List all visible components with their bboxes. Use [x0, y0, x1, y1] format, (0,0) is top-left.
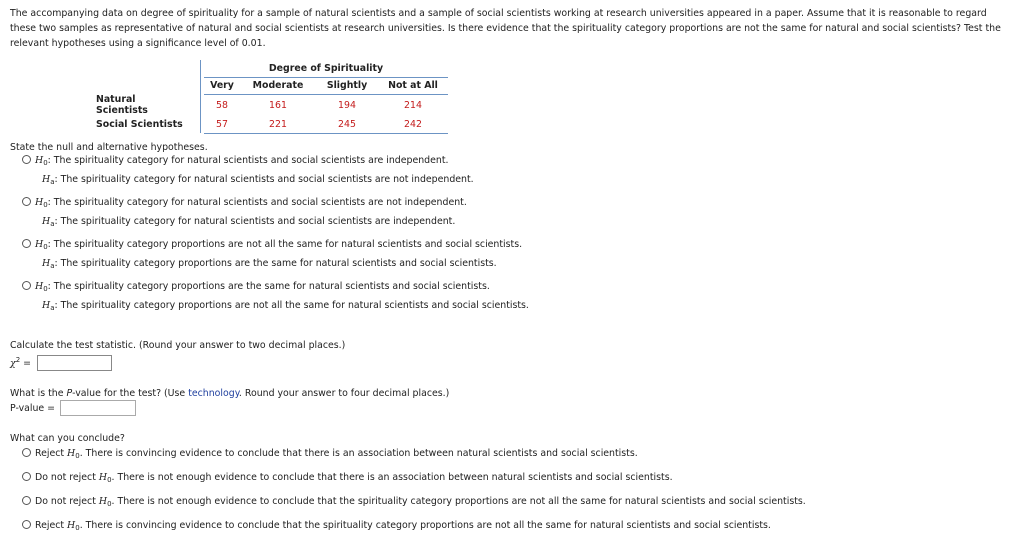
radio-button[interactable]: [22, 472, 31, 481]
alt-hypothesis-1: $H_a$: The spirituality category for natural scientists and social scientists are not independent.: [42, 174, 474, 186]
data-table: [92, 60, 448, 134]
column-header: Slightly: [316, 77, 378, 94]
table-row: [92, 94, 448, 116]
hypothesis-option-1[interactable]: $H_0$: The spirituality category for natural scientists and social scientists are independent.: [22, 154, 448, 170]
radio-button[interactable]: [22, 448, 31, 457]
table-cell: 161: [269, 99, 287, 111]
alt-hypothesis-3: $H_a$: The spirituality category proportions are the same for natural scientists and social scientists.: [42, 258, 497, 270]
table-cell: 214: [404, 99, 422, 111]
conclusion-option-1[interactable]: Reject $H_0$. There is convincing evidence to conclude that there is an association between natural scientists and social scientists.: [22, 447, 638, 463]
problem-intro: The accompanying data on degree of spirituality for a sample of natural scientists and a sample of social scientists working at research universities appeared in a paper. Assume that it is reasonable to regard these two samples as representative of natural and social scientists at research universities. Is there evidence that the spirituality category proportions are not the same for natural and social scientists? Test the relevant hypotheses using a significance level of 0.01.: [10, 8, 1001, 49]
alt-hypothesis-2: $H_a$: The spirituality category for natural scientists and social scientists are independent.: [42, 216, 456, 228]
row-header: Social Scientists: [92, 116, 200, 133]
hypothesis-option-4[interactable]: $H_0$: The spirituality category proportions are the same for natural scientists and social scientists.: [22, 280, 490, 296]
table-cell: 242: [378, 116, 448, 133]
technology-link[interactable]: technology: [188, 388, 239, 399]
radio-button[interactable]: [22, 155, 31, 164]
pvalue-label: P-value =: [10, 403, 56, 414]
conclusion-prompt: What can you conclude?: [10, 433, 125, 444]
radio-button[interactable]: [22, 281, 31, 290]
column-header: Moderate: [240, 77, 316, 94]
radio-button[interactable]: [22, 496, 31, 505]
chi-square-label: $\chi^2$ =: [10, 356, 31, 370]
alt-hypothesis-4: $H_a$: The spirituality category proportions are not all the same for natural scientists and social scientists.: [42, 300, 529, 312]
column-header: Not at All: [378, 77, 448, 94]
chi-square-input[interactable]: [37, 355, 112, 371]
hypothesis-option-3[interactable]: $H_0$: The spirituality category proportions are not all the same for natural scientists and social scientists.: [22, 238, 522, 254]
row-header: Natural Scientists: [92, 94, 200, 116]
table-cell: 245: [316, 116, 378, 133]
table-cell: 57: [204, 116, 240, 133]
column-header: Very: [204, 77, 240, 94]
hypotheses-prompt: State the null and alternative hypotheses.: [10, 142, 208, 153]
conclusion-option-3[interactable]: Do not reject $H_0$. There is not enough evidence to conclude that the spirituality category proportions are not all the same for natural scientists and social scientists.: [22, 495, 806, 511]
table-cell: 194: [338, 99, 356, 111]
hypothesis-option-2[interactable]: $H_0$: The spirituality category for natural scientists and social scientists are not independent.: [22, 196, 467, 212]
radio-button[interactable]: [22, 520, 31, 529]
pvalue-input[interactable]: [60, 400, 136, 416]
conclusion-option-2[interactable]: Do not reject $H_0$. There is not enough evidence to conclude that there is an association between natural scientists and social scientists.: [22, 471, 673, 487]
radio-button[interactable]: [22, 197, 31, 206]
table-title: Degree of Spirituality: [204, 60, 448, 77]
pvalue-prompt: What is the P-value for the test? (Use technology. Round your answer to four decimal places.): [10, 388, 450, 399]
table-row: [92, 116, 448, 133]
conclusion-option-4[interactable]: Reject $H_0$. There is convincing evidence to conclude that the spirituality category proportions are not all the same for natural scientists and social scientists.: [22, 519, 771, 535]
statistic-prompt: Calculate the test statistic. (Round your answer to two decimal places.): [10, 340, 346, 351]
radio-button[interactable]: [22, 239, 31, 248]
table-cell: 58: [216, 99, 228, 111]
table-cell: 221: [240, 116, 316, 133]
